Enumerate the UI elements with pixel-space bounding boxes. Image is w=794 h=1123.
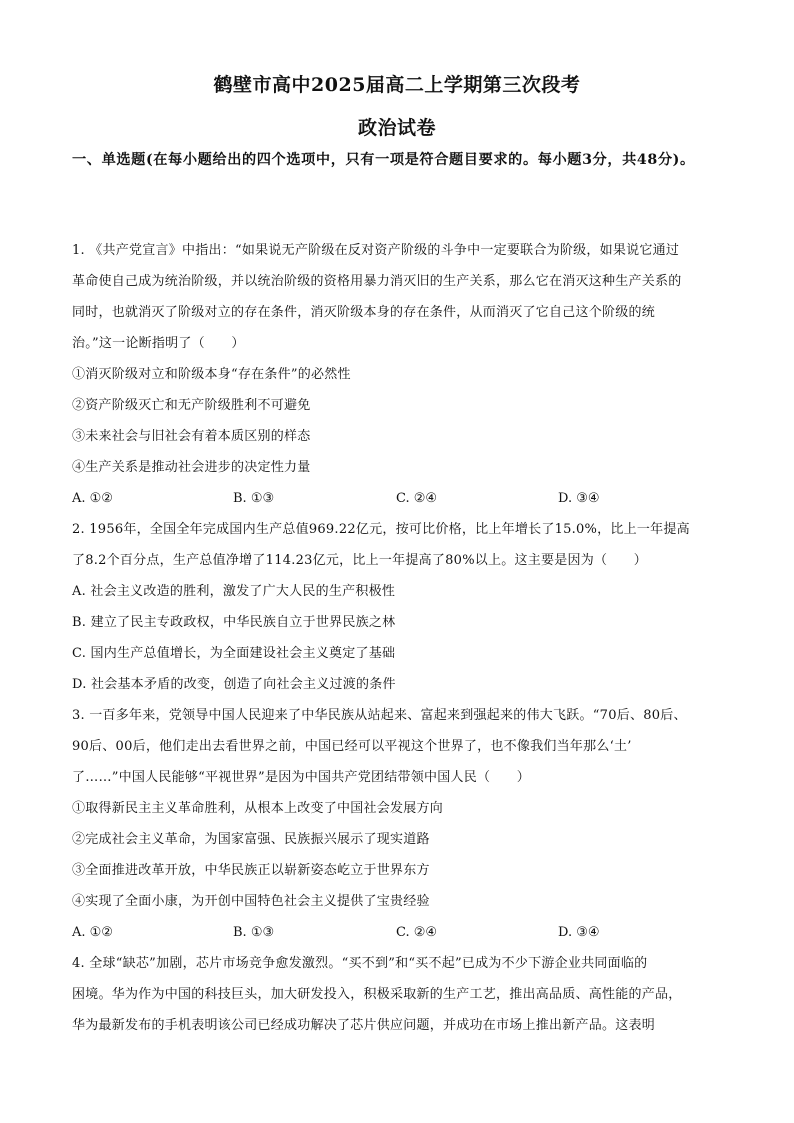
q3-statement-2: ②完成社会主义革命，为国家富强、民族振兴展示了现实道路 <box>72 832 430 847</box>
q3-line-3: 了……”中国人民能够“平视世界”是因为中国共产党团结带领中国人民（ ） <box>72 770 530 785</box>
q3-option-b: B. ①③ <box>233 925 275 940</box>
q2-line-1: 2. 1956年，全国全年完成国内生产总值969.22亿元，按可比价格，比上年增长了15.0%，比上一年提高 <box>72 522 690 537</box>
q3-option-a: A. ①② <box>72 925 113 940</box>
q1-option-a: A. ①② <box>72 491 113 506</box>
q1-options <box>72 489 712 509</box>
q1-line-2: 革命使自己成为统治阶级，并以统治阶级的资格用暴力消灭旧的生产关系，那么它在消灭这种生产关系的 <box>72 274 682 289</box>
section-heading: 一、单选题(在每小题给出的四个选项中，只有一项是符合题目要求的。每小题3分，共48分)。 <box>72 152 695 168</box>
q1-statement-2: ②资产阶级灭亡和无产阶级胜利不可避免 <box>72 398 311 413</box>
q4-line-2: 困境。华为作为中国的科技巨头，加大研发投入，积极采取新的生产工艺，推出高品质、高性能的产品， <box>72 987 682 1002</box>
q2-line-2: 了8.2个百分点，生产总值净增了114.23亿元，比上一年提高了80%以上。这主要是因为（ ） <box>72 553 648 568</box>
q3-line-2: 90后、00后，他们走出去看世界之前，中国已经可以平视这个世界了，也不像我们当年那么‘土’ <box>72 739 632 754</box>
q2-option-d: D. 社会基本矛盾的改变，创造了向社会主义过渡的条件 <box>72 677 396 692</box>
q1-statement-3: ③未来社会与旧社会有着本质区别的样态 <box>72 429 311 444</box>
q4-line-3: 华为最新发布的手机表明该公司已经成功解决了芯片供应问题，并成功在市场上推出新产品。这表明 <box>72 1018 656 1033</box>
q3-statement-4: ④实现了全面小康，为开创中国特色社会主义提供了宝贵经验 <box>72 894 430 909</box>
q3-option-c: C. ②④ <box>396 925 438 940</box>
q1-option-c: C. ②④ <box>396 491 438 506</box>
q1-line-1: 1. 《共产党宣言》中指出：“如果说无产阶级在反对资产阶级的斗争中一定要联合为阶级，如果说它通过 <box>72 243 680 258</box>
q2-option-b: B. 建立了民主专政政权，中华民族自立于世界民族之林 <box>72 615 396 630</box>
q1-line-3: 同时，也就消灭了阶级对立的存在条件，消灭阶级本身的存在条件，从而消灭了它自己这个阶级的统 <box>72 305 656 320</box>
q1-statement-1: ①消灭阶级对立和阶级本身“存在条件”的必然性 <box>72 367 351 382</box>
q2-option-c: C. 国内生产总值增长，为全面建设社会主义奠定了基础 <box>72 646 396 661</box>
q1-option-b: B. ①③ <box>233 491 275 506</box>
q3-options <box>72 923 712 943</box>
q4-line-1: 4. 全球“缺芯”加剧，芯片市场竞争愈发激烈。“买不到”和“买不起”已成为不少下游企业共同面临的 <box>72 956 648 971</box>
q1-line-4: 治。”这一论断指明了（ ） <box>72 336 245 351</box>
q3-statement-3: ③全面推进改革开放，中华民族正以崭新姿态屹立于世界东方 <box>72 863 430 878</box>
q1-option-d: D. ③④ <box>558 491 600 506</box>
exam-subject: 政治试卷 <box>357 117 436 139</box>
q2-option-a: A. 社会主义改造的胜利，激发了广大人民的生产积极性 <box>72 584 396 599</box>
exam-title: 鹤壁市高中2025届高二上学期第三次段考 <box>213 74 581 96</box>
q3-option-d: D. ③④ <box>558 925 600 940</box>
q3-line-1: 3. 一百多年来，党领导中国人民迎来了中华民族从站起来、富起来到强起来的伟大飞跃。“70后、80后、 <box>72 708 687 723</box>
q3-statement-1: ①取得新民主主义革命胜利，从根本上改变了中国社会发展方向 <box>72 801 444 816</box>
q1-statement-4: ④生产关系是推动社会进步的决定性力量 <box>72 460 311 475</box>
